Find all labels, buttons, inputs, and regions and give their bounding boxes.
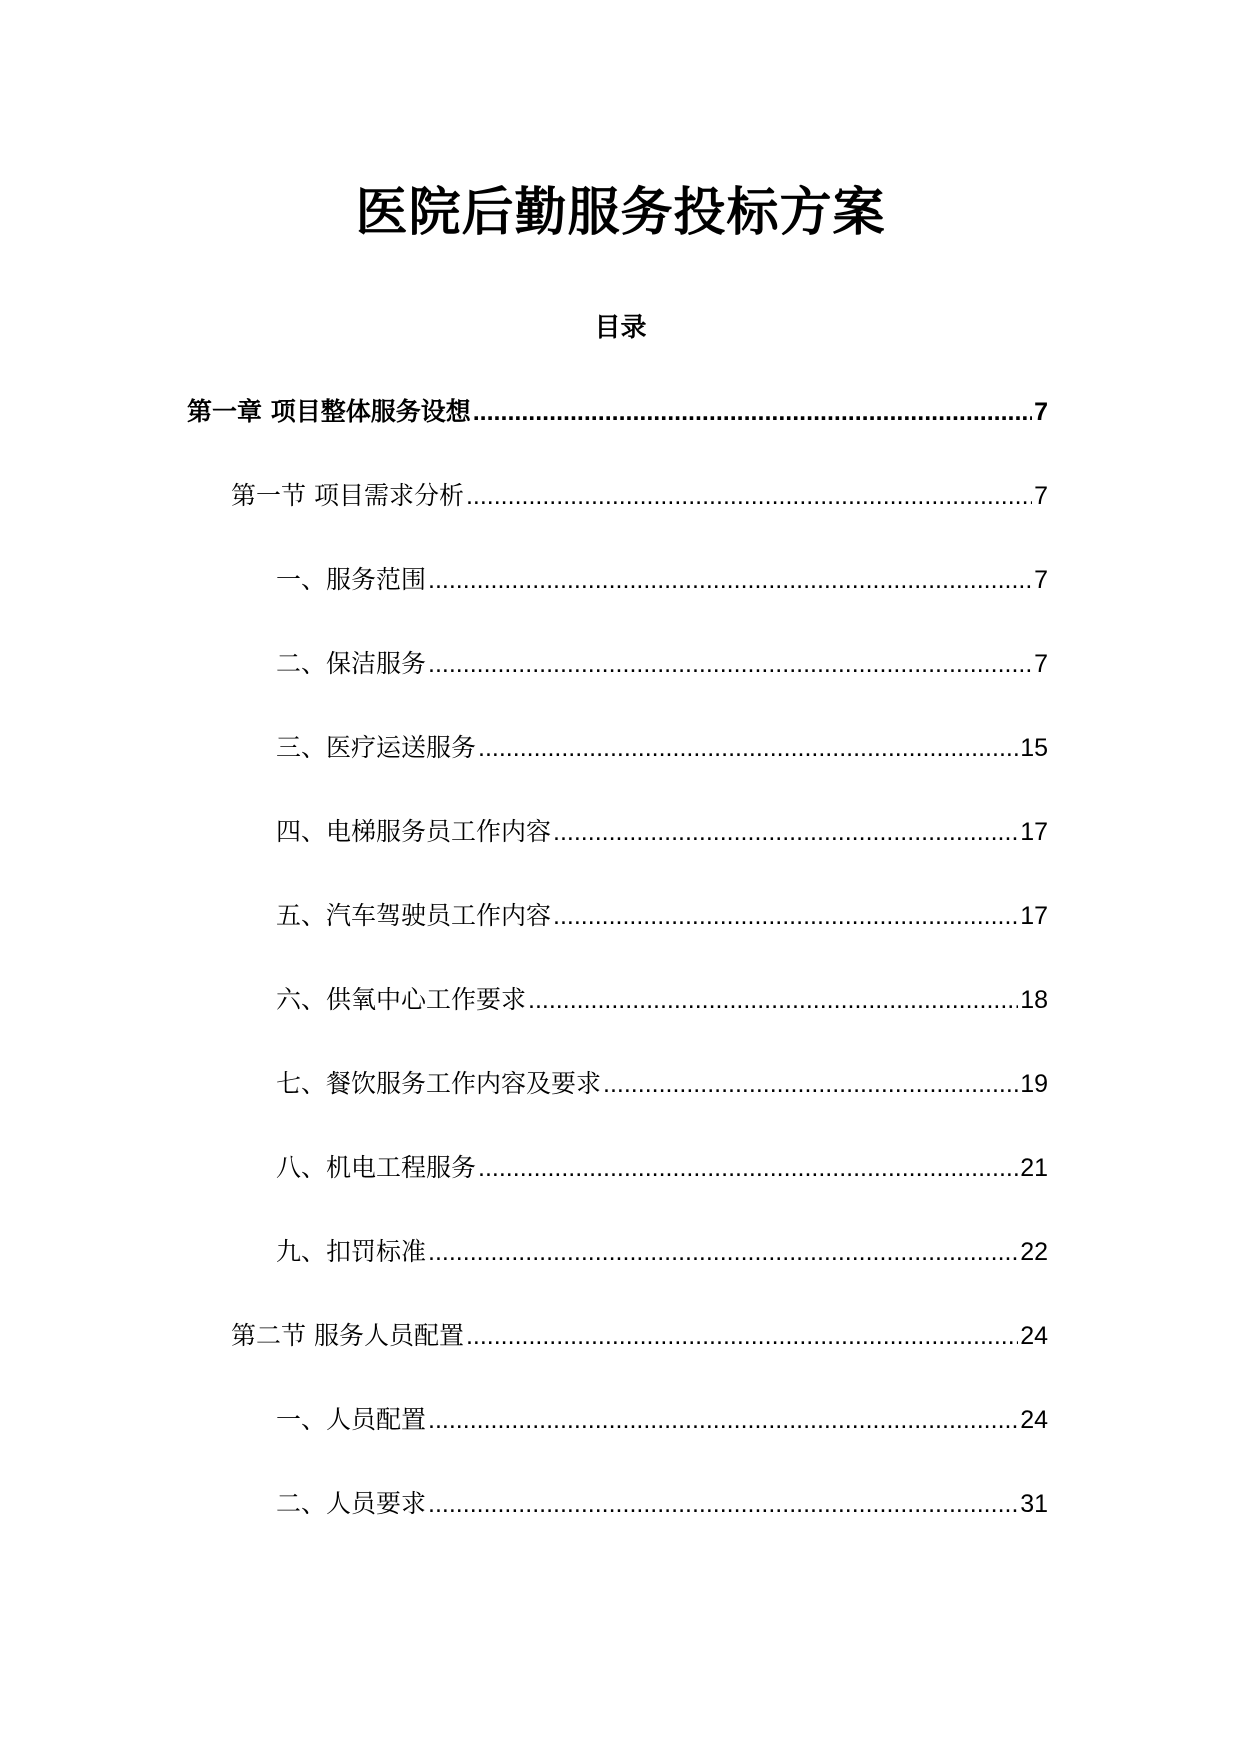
toc-entry-label: 一、服务范围	[276, 565, 427, 594]
toc-page-number: 7	[1034, 650, 1048, 678]
toc-entry-section-1[interactable]	[0, 476, 1241, 560]
toc-page-number: 21	[1020, 1154, 1048, 1182]
toc-entry-item[interactable]	[0, 1232, 1241, 1316]
toc-entry-label: 二、人员要求	[276, 1489, 427, 1518]
toc-entry-label: 七、餐饮服务工作内容及要求	[276, 1069, 602, 1098]
toc-page-number: 18	[1020, 986, 1048, 1014]
toc-entry-section-2[interactable]	[0, 1316, 1241, 1400]
toc-page-number: 7	[1034, 482, 1048, 510]
toc-entry-item[interactable]	[0, 728, 1241, 812]
toc-entry-item[interactable]	[0, 980, 1241, 1064]
toc-entry-label: 第一章 项目整体服务设想	[187, 397, 471, 426]
toc-dot-leader	[553, 812, 1018, 852]
toc-dot-leader	[478, 1148, 1018, 1188]
toc-entry-label: 九、扣罚标准	[276, 1237, 427, 1266]
toc-dot-leader	[428, 560, 1032, 600]
toc-page-number: 19	[1020, 1070, 1048, 1098]
toc-dot-leader	[473, 392, 1032, 432]
toc-dot-leader	[428, 1232, 1018, 1272]
toc-page-number: 7	[1034, 398, 1048, 426]
toc-dot-leader	[466, 476, 1032, 516]
toc-dot-leader	[478, 728, 1018, 768]
toc-entry-item[interactable]	[0, 1484, 1241, 1568]
toc-dot-leader	[466, 1316, 1018, 1356]
toc-entry-chapter-1[interactable]	[0, 392, 1241, 476]
toc-entry-item[interactable]	[0, 1148, 1241, 1232]
toc-dot-leader	[528, 980, 1018, 1020]
toc-dot-leader	[428, 1400, 1018, 1440]
toc-page-number: 7	[1034, 566, 1048, 594]
toc-page-number: 22	[1020, 1238, 1048, 1266]
toc-dot-leader	[428, 1484, 1018, 1524]
toc-page-number: 24	[1020, 1406, 1048, 1434]
toc-entry-label: 六、供氧中心工作要求	[276, 985, 527, 1014]
toc-page-number: 15	[1020, 734, 1048, 762]
toc-entry-item[interactable]	[0, 560, 1241, 644]
toc-dot-leader	[603, 1064, 1018, 1104]
toc-page-number: 17	[1020, 818, 1048, 846]
toc-entry-item[interactable]	[0, 1400, 1241, 1484]
table-of-contents	[0, 392, 1241, 1568]
toc-entry-label: 第一节 项目需求分析	[231, 481, 464, 510]
toc-entry-label: 第二节 服务人员配置	[231, 1321, 464, 1350]
toc-entry-label: 五、汽车驾驶员工作内容	[276, 901, 552, 930]
document-title: 医院后勤服务投标方案	[355, 183, 886, 243]
toc-dot-leader	[428, 644, 1032, 684]
toc-entry-label: 三、医疗运送服务	[276, 733, 477, 762]
toc-page-number: 17	[1020, 902, 1048, 930]
toc-entry-label: 一、人员配置	[276, 1405, 427, 1434]
toc-dot-leader	[553, 896, 1018, 936]
toc-heading: 目录	[594, 313, 647, 343]
toc-entry-item[interactable]	[0, 812, 1241, 896]
toc-entry-item[interactable]	[0, 1064, 1241, 1148]
toc-entry-item[interactable]	[0, 644, 1241, 728]
toc-page-number: 31	[1020, 1490, 1048, 1518]
toc-entry-label: 八、机电工程服务	[276, 1153, 477, 1182]
toc-entry-label: 二、保洁服务	[276, 649, 427, 678]
toc-entry-item[interactable]	[0, 896, 1241, 980]
toc-page-number: 24	[1020, 1322, 1048, 1350]
toc-entry-label: 四、电梯服务员工作内容	[276, 817, 552, 846]
